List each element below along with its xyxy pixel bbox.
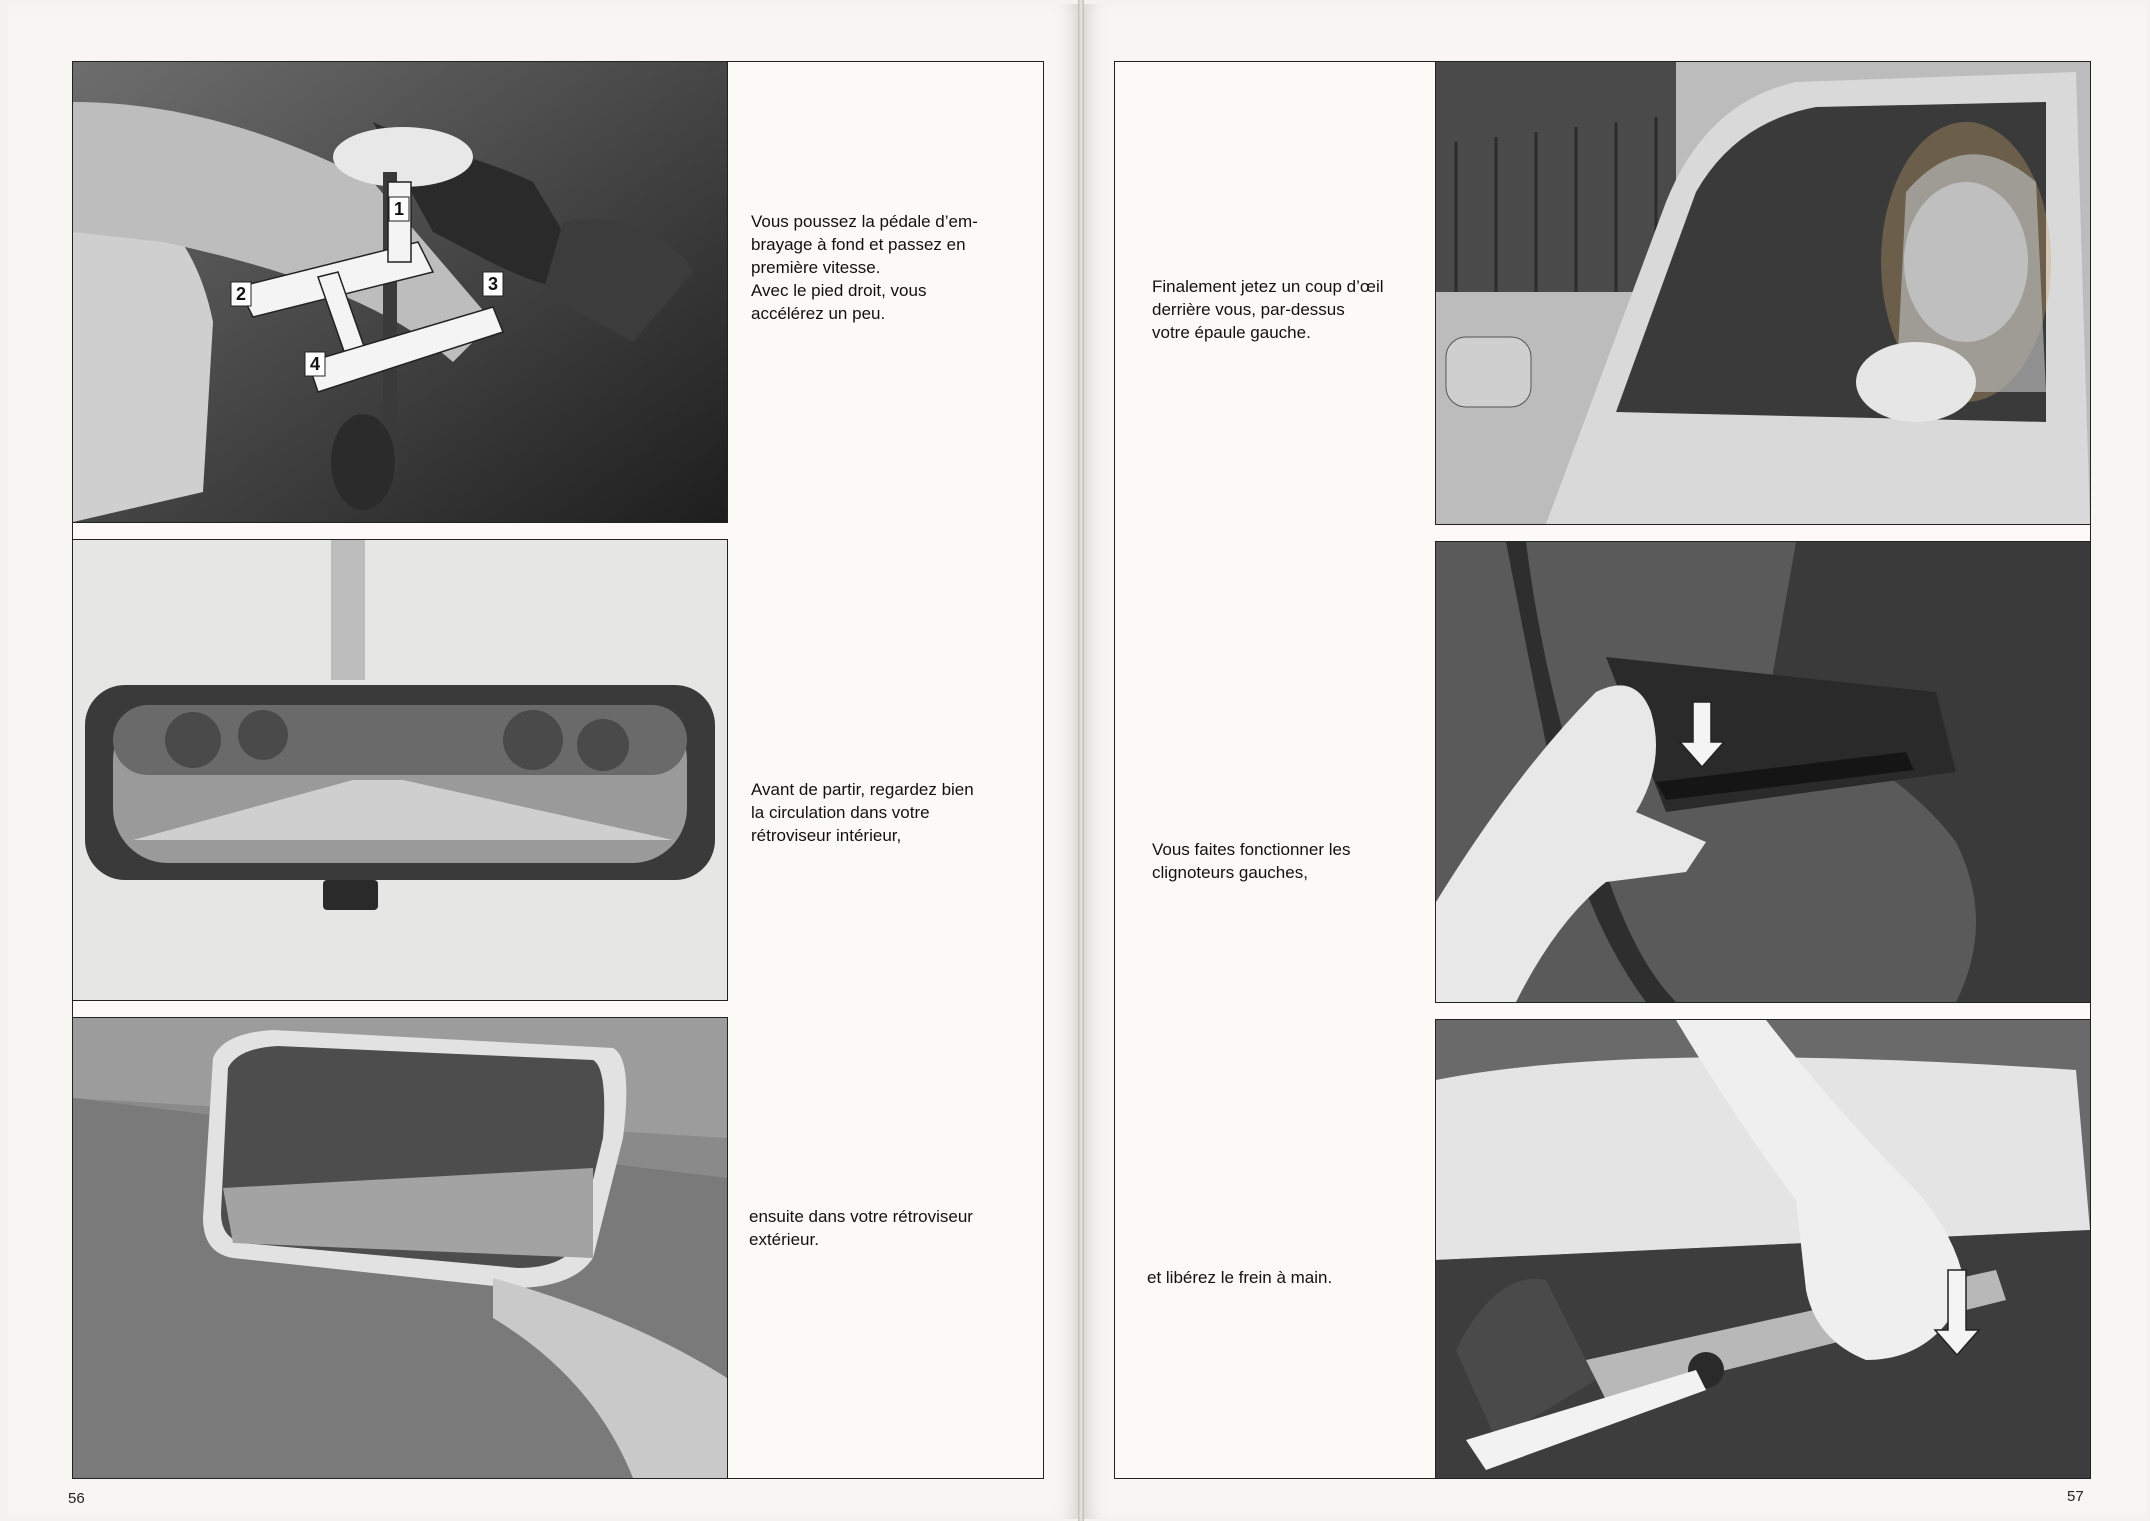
photo-gear-shift [72, 61, 728, 523]
gear-label-1: 1 [394, 199, 405, 219]
gear-label-4: 4 [310, 354, 321, 374]
book-gutter [1078, 0, 1084, 1521]
photo-turn-signal [1435, 541, 2091, 1003]
caption-handbrake: et libérez le frein à main. [1147, 1268, 1333, 1287]
gear-label-3: 3 [488, 274, 499, 294]
page-number-right: 57 [2067, 1488, 2084, 1505]
caption-turn-signal: Vous faites fonctionner les clignoteurs gauches, [1152, 840, 1351, 882]
photo-exterior-mirror [72, 1017, 728, 1479]
page-number-left: 56 [68, 1490, 85, 1507]
caption-interior-mirror: Avant de partir, regardez bien la circulation dans votre rétroviseur intérieur, [751, 780, 974, 845]
caption-shoulder-check: Finalement jetez un coup d’œil derrière vous, par-dessus votre épaule gauche. [1152, 277, 1384, 342]
photo-shoulder-check [1435, 61, 2091, 525]
caption-clutch: Vous poussez la pédale d’em- brayage à fond et passez en première vitesse. Avec le pied droit, vous accélérez un peu. [751, 212, 978, 323]
gear-label-2: 2 [236, 284, 247, 304]
photo-interior-mirror [72, 539, 728, 1001]
caption-exterior-mirror: ensuite dans votre rétroviseur extérieur. [749, 1207, 973, 1249]
photo-handbrake [1435, 1019, 2091, 1479]
